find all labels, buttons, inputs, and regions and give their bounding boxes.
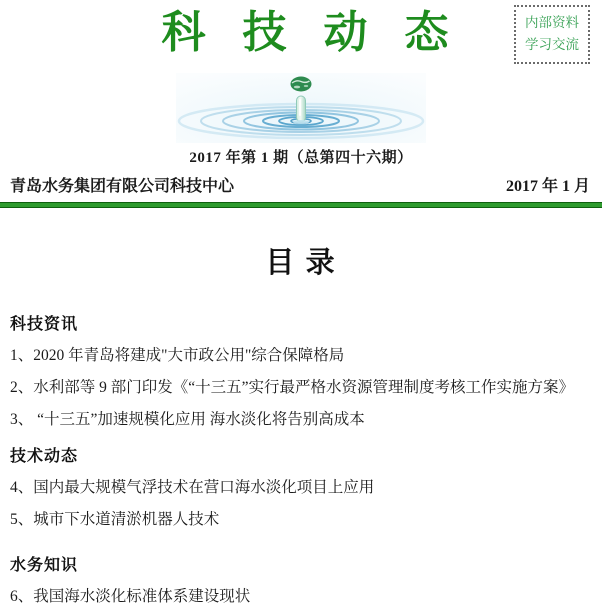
toc-item-6: 6、我国海水淡化标准体系建设现状: [10, 587, 251, 605]
green-divider-rule: [0, 202, 602, 208]
water-ripple-image: [176, 73, 426, 143]
notice-line-2: 学习交流: [525, 37, 579, 53]
publisher-name: 青岛水务集团有限公司科技中心: [10, 177, 235, 195]
toc-item-4: 4、国内最大规模气浮技术在营口海水淡化项目上应用: [10, 478, 375, 496]
internal-notice-box: [514, 5, 590, 64]
toc-item-5: 5、城市下水道清淤机器人技术: [10, 510, 220, 528]
masthead: [10, 8, 592, 59]
page-title: 科 技 动 态: [161, 8, 457, 57]
toc-item-1: 1、2020 年青岛将建成"大市政公用"综合保障格局: [10, 346, 345, 364]
issue-info: 2017 年第 1 期（总第四十六期）: [189, 149, 413, 166]
toc-item-3: 3、 “十三五”加速规模化应用 海水淡化将告别高成本: [10, 410, 365, 428]
publish-date: 2017 年 1 月: [505, 177, 590, 195]
toc-section-tech-news: [10, 311, 592, 430]
section-heading-water-knowledge: 水务知识: [10, 556, 79, 574]
section-heading-tech-news: 科技资讯: [10, 315, 79, 333]
section-heading-tech-trends: 技术动态: [10, 447, 79, 465]
toc: [10, 311, 592, 607]
globe-icon: [291, 76, 312, 91]
toc-title: 目 录: [265, 246, 337, 279]
toc-section-tech-trends: [10, 443, 592, 530]
publisher-row: [10, 173, 592, 196]
notice-line-1: 内部资料: [525, 15, 579, 30]
toc-section-water-knowledge: [10, 552, 592, 607]
toc-item-2: 2、水利部等 9 部门印发《“十三五”实行最严格水资源管理制度考核工作实施方案》: [10, 378, 575, 396]
